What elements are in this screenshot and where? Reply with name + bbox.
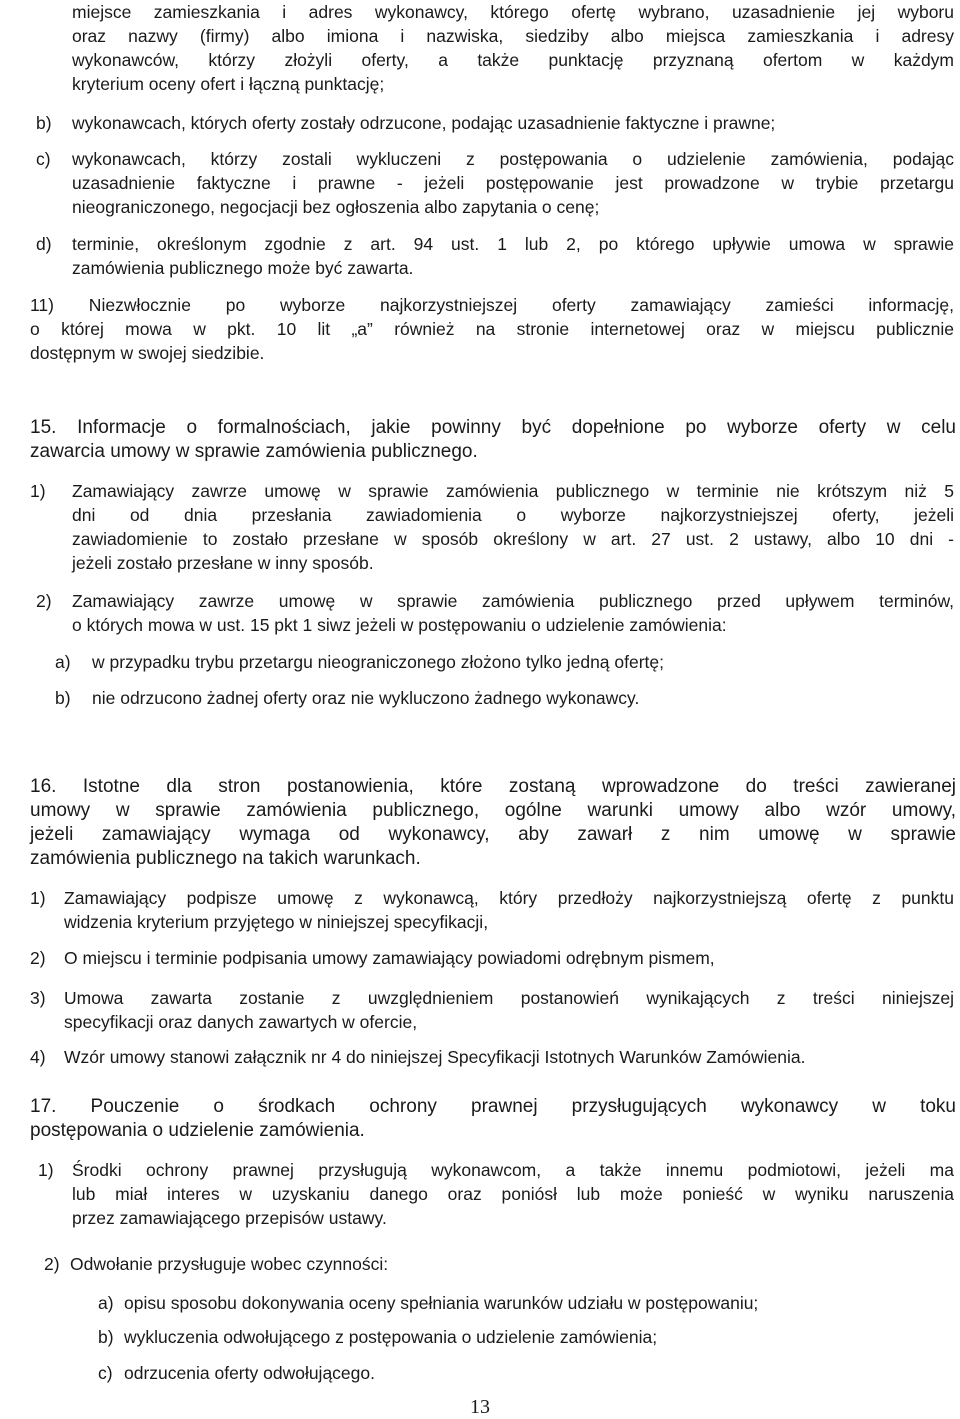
- section-16-heading: [30, 775, 956, 871]
- item-11-paragraph: [30, 293, 954, 365]
- list-label-15-1: 1): [30, 481, 46, 501]
- list-label-17-2-b: b): [98, 1327, 114, 1347]
- text-line: odrzucenia oferty odwołującego.: [124, 1363, 375, 1383]
- list-label-16-4: 4): [30, 1047, 46, 1067]
- text-line: o której mowa w pkt. 10 lit „a” również na stronie internetowej oraz w miejscu publicznie: [30, 319, 954, 339]
- section-17-sub-c: [124, 1361, 954, 1385]
- text-line: zamówienia publicznego może być zawarta.: [72, 258, 414, 278]
- section-15-item-1: [72, 479, 954, 575]
- text-line: specyfikacji oraz danych zawartych w ofercie,: [64, 1012, 418, 1032]
- text-line: Wzór umowy stanowi załącznik nr 4 do niniejszej Specyfikacji Istotnych Warunków Zamówienia.: [64, 1047, 806, 1067]
- section-16-item-3: [64, 986, 954, 1034]
- list-label-15-2-a: a): [55, 652, 71, 672]
- text-line: 11) Niezwłocznie po wyborze najkorzystniejszej oferty zamawiający zamieści informację,: [30, 295, 954, 315]
- list-label-c: c): [36, 149, 51, 169]
- list-label-b: b): [36, 113, 52, 133]
- list-item-c: [72, 147, 954, 219]
- text-line: lub miał interes w uzyskaniu danego oraz poniósł lub może ponieść w wyniku naruszenia: [72, 1184, 954, 1204]
- list-label-d: d): [36, 234, 52, 254]
- section-17-item-1: [72, 1158, 954, 1230]
- text-line: wykluczenia odwołującego z postępowania o udzielenie zamówienia;: [124, 1327, 658, 1347]
- list-label-17-2-c: c): [98, 1363, 113, 1383]
- heading-line: postępowania o udzielenie zamówienia.: [30, 1120, 365, 1141]
- list-label-16-1: 1): [30, 888, 46, 908]
- text-line: widzenia kryterium przyjętego w niniejszej specyfikacji,: [64, 912, 489, 932]
- page-number: 13: [470, 1396, 490, 1418]
- heading-line: 16. Istotne dla stron postanowienia, które zostaną wprowadzone do treści zawieranej: [30, 776, 956, 797]
- text-line: Odwołanie przysługuje wobec czynności:: [70, 1254, 389, 1274]
- text-line: uzasadnienie faktyczne i prawne - jeżeli postępowanie jest prowadzone w trybie przetargu: [72, 173, 954, 193]
- section-16-item-1: [64, 886, 954, 934]
- list-label-17-1: 1): [38, 1160, 54, 1180]
- section-15-sub-b: [92, 686, 954, 710]
- text-line: wykonawców, którzy złożyli oferty, a także punktację przyznaną ofertom w każdym: [72, 50, 954, 70]
- text-line: nie odrzucono żadnej oferty oraz nie wykluczono żadnego wykonawcy.: [92, 688, 640, 708]
- text-line: Środki ochrony prawnej przysługują wykonawcom, a także innemu podmiotowi, jeżeli ma: [72, 1160, 954, 1180]
- text-line: miejsce zamieszkania i adres wykonawcy, którego ofertę wybrano, uzasadnienie jej wyboru: [72, 2, 954, 22]
- text-line: Zamawiający podpisze umowę z wykonawcą, który przedłoży najkorzystniejszą ofertę z punktu: [64, 888, 954, 908]
- section-15-heading: [30, 416, 956, 464]
- text-line: dni od dnia przesłania zawiadomienia o wyborze najkorzystniejszej oferty, jeżeli: [72, 505, 954, 525]
- heading-line: umowy w sprawie zamówienia publicznego, ogólne warunki umowy albo wzór umowy,: [30, 800, 956, 821]
- section-16-item-2: [64, 946, 954, 970]
- text-line: jeżeli zostało przesłane w inny sposób.: [72, 553, 374, 573]
- text-line: wykonawcach, którzy zostali wykluczeni z postępowania o udzielenie zamówienia, podając: [72, 149, 954, 169]
- text-line: Zamawiający zawrze umowę w sprawie zamówienia publicznego w terminie nie krótszym niż 5: [72, 481, 954, 501]
- heading-line: zamówienia publicznego na takich warunkach.: [30, 848, 421, 869]
- list-label-15-2-b: b): [55, 688, 71, 708]
- text-line: Umowa zawarta zostanie z uwzględnieniem postanowień wynikających z treści niniejszej: [64, 988, 954, 1008]
- text-line: nieograniczonego, negocjacji bez ogłoszenia albo zapytania o cenę;: [72, 197, 600, 217]
- text-line: o których mowa w ust. 15 pkt 1 siwz jeżeli w postępowaniu o udzielenie zamówienia:: [72, 615, 727, 635]
- section-16-item-4: [64, 1045, 954, 1069]
- text-line: opisu sposobu dokonywania oceny spełniania warunków udziału w postępowaniu;: [124, 1293, 759, 1313]
- heading-line: 15. Informacje o formalnościach, jakie powinny być dopełnione po wyborze oferty w celu: [30, 417, 956, 438]
- section-17-heading: [30, 1095, 956, 1143]
- section-15-item-2: [72, 589, 954, 637]
- text-line: wykonawcach, których oferty zostały odrzucone, podając uzasadnienie faktyczne i prawne;: [72, 113, 776, 133]
- text-line: zawiadomienie to zostało przesłane w sposób określony w art. 27 ust. 2 ustawy, albo 10 dni -: [72, 529, 954, 549]
- list-label-17-2-a: a): [98, 1293, 114, 1313]
- heading-line: jeżeli zamawiający wymaga od wykonawcy, aby zawarł z nim umowę w sprawie: [30, 824, 956, 845]
- text-line: O miejscu i terminie podpisania umowy zamawiający powiadomi odrębnym pismem,: [64, 948, 715, 968]
- list-label-16-3: 3): [30, 988, 46, 1008]
- list-item-b: [72, 111, 954, 135]
- list-label-16-2: 2): [30, 948, 46, 968]
- section-17-sub-a: [124, 1291, 954, 1315]
- text-line: kryterium oceny ofert i łączną punktację;: [72, 74, 385, 94]
- continuation-paragraph: [72, 0, 954, 96]
- section-17-sub-b: [124, 1325, 954, 1349]
- list-label-17-2: 2): [44, 1254, 60, 1274]
- section-17-item-2: [70, 1252, 954, 1276]
- heading-line: zawarcia umowy w sprawie zamówienia publicznego.: [30, 441, 478, 462]
- text-line: oraz nazwy (firmy) albo imiona i nazwiska, siedziby albo miejsca zamieszkania i adresy: [72, 26, 954, 46]
- text-line: Zamawiający zawrze umowę w sprawie zamówienia publicznego przed upływem terminów,: [72, 591, 954, 611]
- list-item-d: [72, 232, 954, 280]
- section-15-sub-a: [92, 650, 954, 674]
- heading-line: 17. Pouczenie o środkach ochrony prawnej przysługujących wykonawcy w toku: [30, 1096, 956, 1117]
- list-label-15-2: 2): [36, 591, 52, 611]
- text-line: w przypadku trybu przetargu nieograniczonego złożono tylko jedną ofertę;: [92, 652, 665, 672]
- text-line: terminie, określonym zgodnie z art. 94 ust. 1 lub 2, po którego upływie umowa w sprawie: [72, 234, 954, 254]
- text-line: dostępnym w swojej siedzibie.: [30, 343, 265, 363]
- text-line: przez zamawiającego przepisów ustawy.: [72, 1208, 387, 1228]
